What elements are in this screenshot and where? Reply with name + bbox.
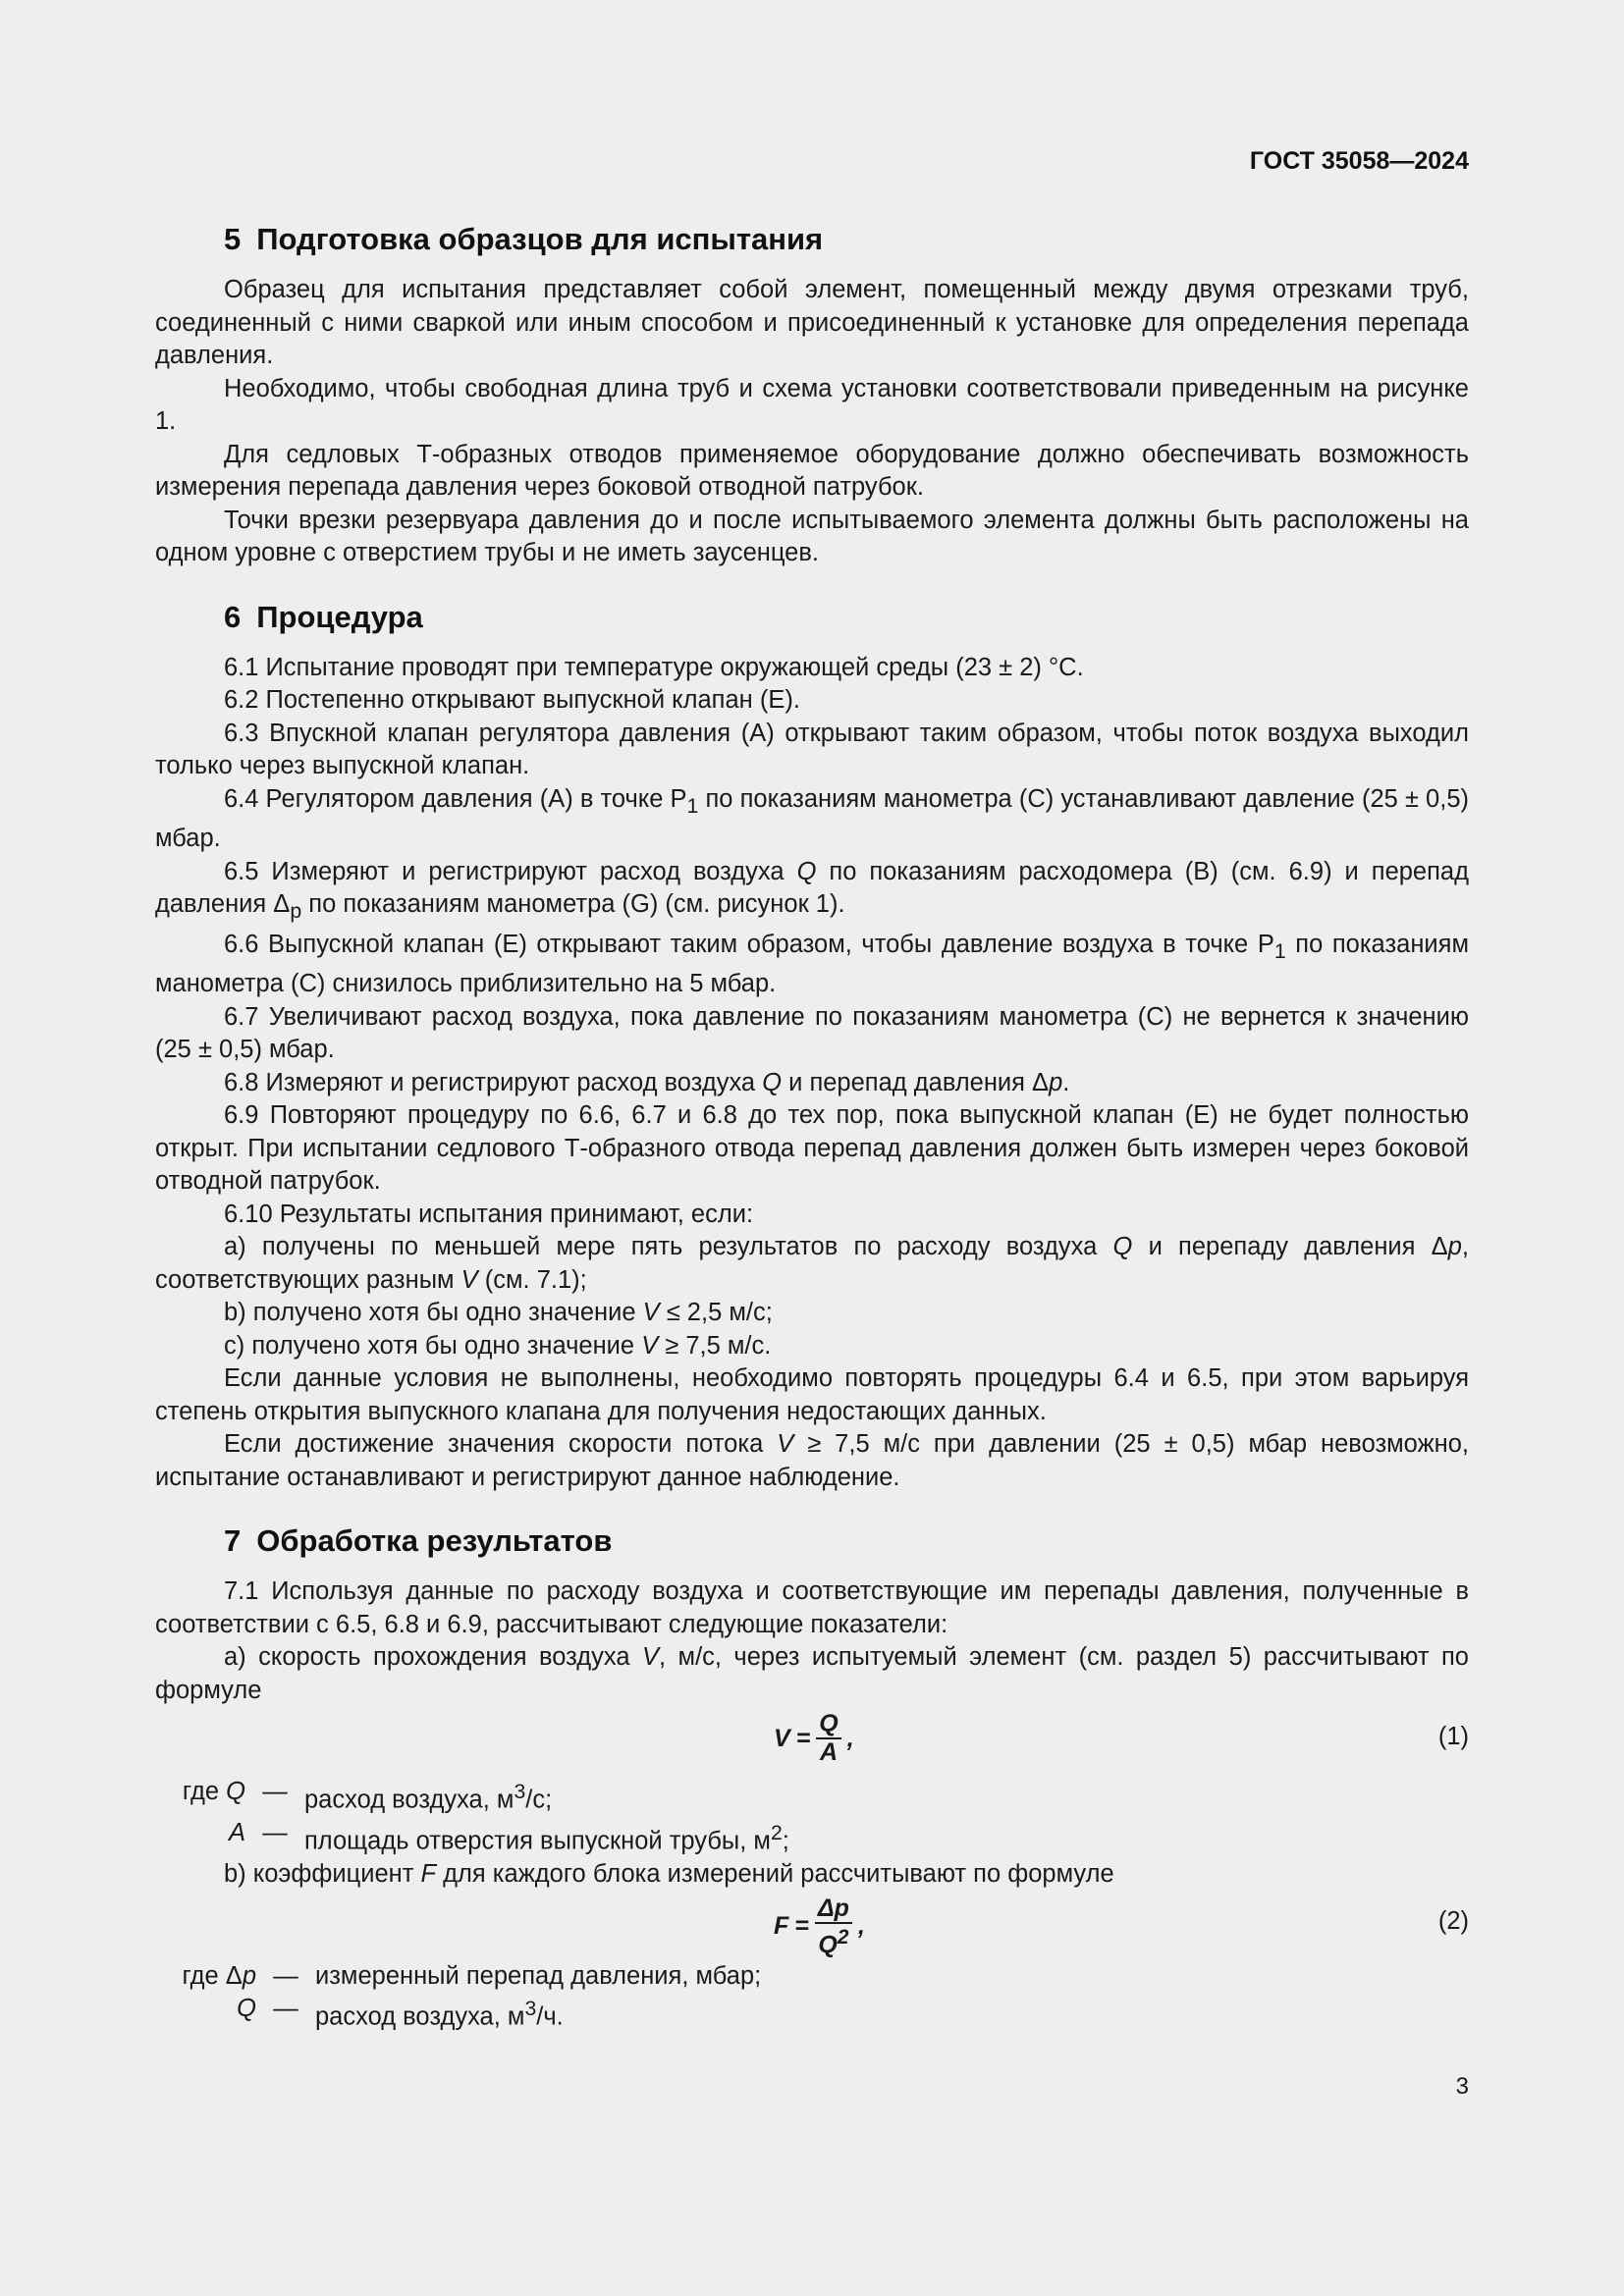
formula-1	[155, 1707, 1469, 1776]
fraction: $\frac{\Delta p}{Q^2}$	[815, 1896, 852, 1958]
clause-6-4: 6.4 Регулятором давления (А) в точке $Р_1$ по показаниям манометра (С) устанавливают давление (25 ± 0,5) мбар.	[155, 784, 1469, 853]
formula-expression: V = $\frac{Q}{A}$ ,	[774, 1710, 854, 1767]
paragraph: Если достижение значения скорости потока V ≥ 7,5 м/с при давлении (25 ± 0,5) мбар невозможно, испытание останавливают и регистрируют данное наблюдение.	[155, 1430, 1469, 1491]
clause-6-6: 6.6 Выпускной клапан (Е) открывают таким образом, чтобы давление воздуха в точке $Р_1$ по показаниям манометра (С) снизилось приблизительно на 5 мбар.	[155, 930, 1469, 998]
section-title: Процедура	[256, 599, 423, 634]
section-7-heading	[155, 1520, 1469, 1563]
variable-definition: где Δp — измеренный перепад давления, мбар;	[182, 1961, 762, 1990]
section-5-heading	[155, 218, 1469, 261]
paragraph: Необходимо, чтобы свободная длина труб и схема установки соответствовали приведенным на рисунке 1.	[155, 374, 1469, 435]
equation-number: (2)	[1437, 1906, 1469, 1935]
list-item-c: c) получено хотя бы одно значение V ≥ 7,5 м/с.	[224, 1331, 772, 1360]
clause-6-5: 6.5 Измеряют и регистрируют расход воздуха Q по показаниям расходомера (В) (см. 6.9) и перепад давления $\Delta_p$ по показаниям манометра (G) (см. рисунок 1).	[155, 857, 1469, 924]
formula-2	[155, 1892, 1469, 1960]
list-item-a: а) скорость прохождения воздуха V, м/с, через испытуемый элемент (см. раздел 5) рассчитывают по формуле	[155, 1643, 1469, 1704]
section-7	[155, 1520, 1469, 2034]
paragraph: Точки врезки резервуара давления до и после испытываемого элемента должны быть расположены на одном уровне с отверстием трубы и не иметь заусенцев.	[155, 506, 1469, 566]
clause-6-10: 6.10 Результаты испытания принимают, если:	[224, 1200, 754, 1228]
clause-6-8: 6.8 Измеряют и регистрируют расход воздуха Q и перепад давления Δp.	[224, 1068, 1070, 1096]
fraction: $\frac{Q}{A}$	[816, 1711, 840, 1766]
page-content	[155, 218, 1469, 2034]
list-item-a: а) получены по меньшей мере пять результатов по расходу воздуха Q и перепаду давления Δp, соответствующих разным V (см. 7.1);	[155, 1233, 1469, 1294]
clause-7-1: 7.1 Используя данные по расходу воздуха и соответствующие им перепады давления, полученные в соответствии с 6.5, 6.8 и 6.9, рассчитывают следующие показатели:	[155, 1577, 1469, 1638]
list-item-b: b) получено хотя бы одно значение V ≤ 2,5 м/с;	[224, 1299, 773, 1327]
clause-6-1: 6.1 Испытание проводят при температуре окружающей среды (23 ± 2) °С.	[224, 653, 1084, 681]
clause-6-2: 6.2 Постепенно открывают выпускной клапан (Е).	[224, 686, 800, 714]
section-6-heading	[155, 596, 1469, 639]
document-id: ГОСТ 35058—2024	[1249, 147, 1469, 175]
list-item-b: b) коэффициент F для каждого блока измерений рассчитывают по формуле	[224, 1860, 1114, 1889]
section-number: 5	[224, 222, 242, 256]
variable-definition: A — площадь отверстия выпускной трубы, $м^2$;	[228, 1819, 789, 1855]
formula-expression: F = $\frac{\Delta p}{Q^2}$ ,	[774, 1894, 865, 1959]
clause-6-7: 6.7 Увеличивают расход воздуха, пока давление по показаниям манометра (С) не вернется к значению (25 ± 0,5) мбар.	[155, 1002, 1469, 1064]
clause-6-3: 6.3 Впускной клапан регулятора давления (А) открывают таким образом, чтобы поток воздуха выходил только через выпускной клапан.	[155, 719, 1469, 779]
variable-definition: где Q — расход воздуха, $м^3/с$;	[182, 1778, 553, 1814]
paragraph: Если данные условия не выполнены, необходимо повторять процедуры 6.4 и 6.5, при этом варьируя степень открытия выпускного клапана для получения недостающих данных.	[155, 1364, 1469, 1425]
section-title: Обработка результатов	[256, 1523, 613, 1559]
section-5	[155, 218, 1469, 570]
section-number: 6	[224, 599, 242, 634]
paragraph: Образец для испытания представляет собой элемент, помещенный между двумя отрезками труб, соединенный с ними сваркой или иным способом и присоединенный к установке для определения перепада давления.	[155, 276, 1469, 369]
equation-number: (1)	[1437, 1723, 1469, 1751]
page-number: 3	[1455, 2073, 1469, 2100]
clause-6-9: 6.9 Повторяют процедуру по 6.6, 6.7 и 6.8 до тех пор, пока выпускной клапан (Е) не будет полностью открыт. При испытании седлового Т-образного отвода перепад давления должен быть измерен через боковой отводной патрубок.	[155, 1101, 1469, 1196]
section-number: 7	[224, 1523, 242, 1559]
section-6	[155, 596, 1469, 1495]
paragraph: Для седловых Т-образных отводов применяемое оборудование должно обеспечивать возможность измерения перепада давления через боковой отводной патрубок.	[155, 440, 1469, 501]
section-title: Подготовка образцов для испытания	[256, 222, 824, 256]
variable-definition: Q — расход воздуха, $м^3/ч$.	[237, 1995, 564, 2031]
